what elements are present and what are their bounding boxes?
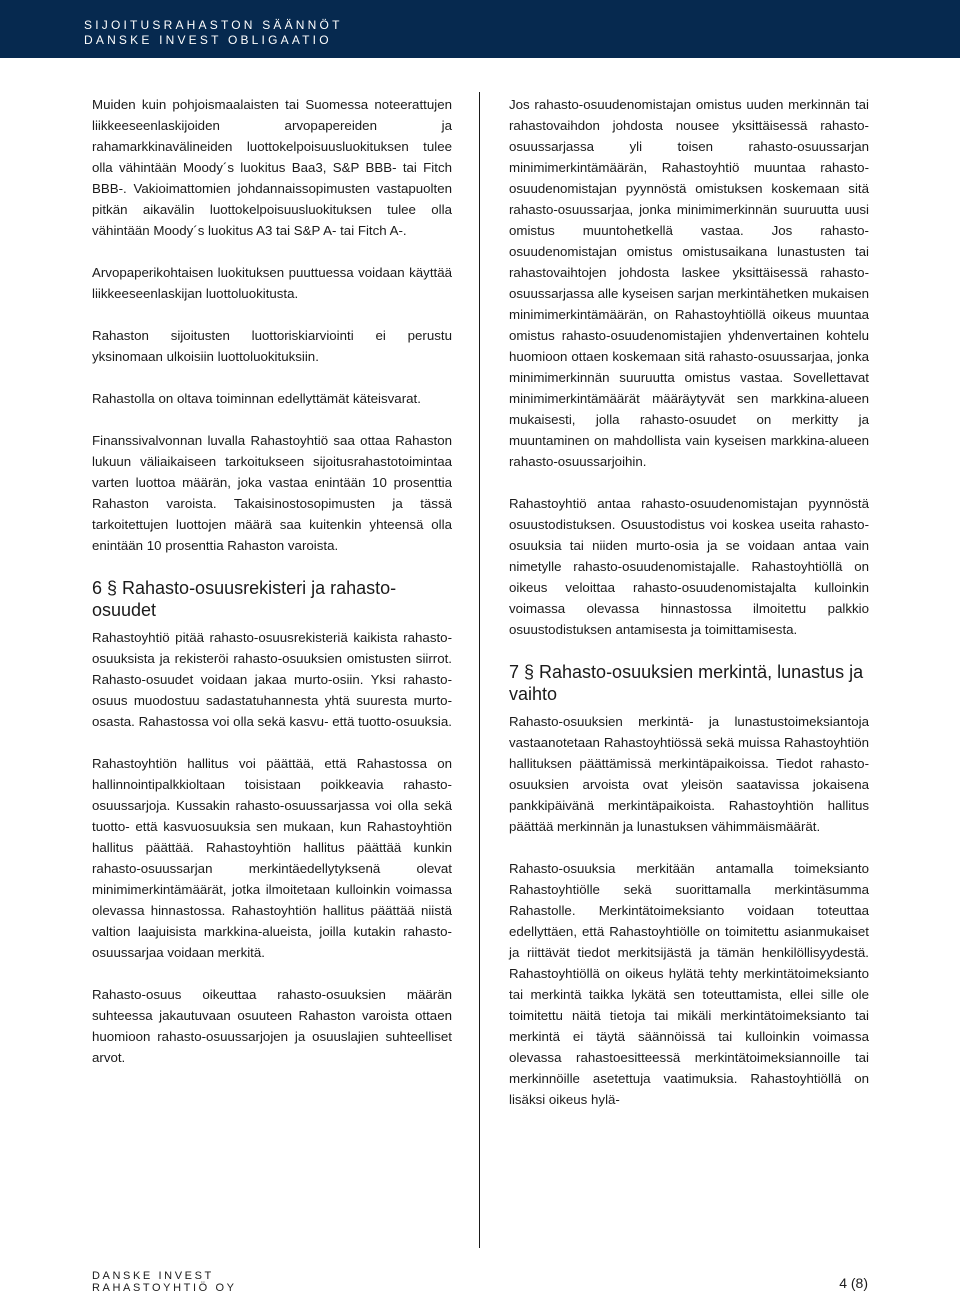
paragraph: Rahastoyhtiön hallitus voi päättää, että Rahastossa on hallinnointipalkkioltaan toisistaan poikkeavia rahasto-osuussarjoja. Kussakin rahasto-osuussarjassa voi olla sekä tuotto- että kasvuosuuksia sen mukaan, kun Rahastoyhtiön hallitus päättää. Rahastoyhtiön hallitus päättää kunkin rahasto-osuussarjan merkintäedellytyksenä olevat minimimerkintämäärät, jotka ilmoitetaan kulloinkin voimassa olevassa hinnastossa. Rahastoyhtiön hallitus päättää niistä valtion laajuisista markkina-alueista, joilla kutakin rahasto-osuussarjaa voidaan merkitä. <box>92 756 452 960</box>
paragraph: Rahasto-osuus oikeuttaa rahasto-osuuksien määrän suhteessa jakautuvaan osuuteen Rahaston varoista ottaen huomioon rahasto-osuussarjojen ja osuuslajien suhteelliset arvot. <box>92 987 452 1065</box>
footer-company <box>92 1270 237 1294</box>
paragraph: Muiden kuin pohjoismaalaisten tai Suomessa noteerattujen liikkeeseenlaskijoiden arvopapereiden ja rahamarkkinavälineiden luottokelpoisuusluokituksen tulee olla vähintään Moody´s luokitus Baa3, S&P BBB- tai Fitch BBB-. Vakioimattomien johdannaissopimusten vastapuolten pitkän aikavälin luottokelpoisuusluokituksen tulee olla vähintään Moody´s luokitus A3 tai S&P A- tai Fitch A-. <box>92 97 452 238</box>
paragraph: Jos rahasto-osuudenomistajan omistus uuden merkinnän tai rahastovaihdon johdosta nousee yksittäisessä rahasto-osuussarjassa yli toisen rahasto-osuussarjan minimimerkintämäärän, Rahastoyhtiö muuntaa rahasto-osuudenomistajan pyynnöstä omistuksen koskemaan sitä rahasto-osuussarjaa, jonka minimimerkinnän suuruutta uusi omistus muuntohetkellä vastaa. Jos rahasto-osuudenomistajan omistus omistusaikana lunastusten tai rahastovaihtojen johdosta laskee yksittäisessä rahasto-osuussarjassa alle kyseisen sarjan merkintähetken mukaisen minimimerkintämäärän, on Rahastoyhtiöllä oikeus muuntaa omistus rahasto-osuudenomistajien yhdenvertainen kohtelu huomioon ottaen koskemaan sitä rahasto-osuussarjaa, jonka minimimerkinnän suuruutta omistus vastaa. Sovellettavat minimimerkintämäärät määräytyvät sen markkina-alueen mukaisesti, jolla rahasto-osuudet on merkitty ja muuntaminen on mahdollista vain kyseisen markkina-alueen rahasto-osuussarjoihin. <box>509 97 869 469</box>
header-band <box>0 0 960 58</box>
section-heading-6: 6 § Rahasto-osuusrekisteri ja rahasto-osuudet <box>92 578 397 620</box>
section-heading-7: 7 § Rahasto-osuuksien merkintä, lunastus ja vaihto <box>509 662 864 704</box>
column-divider <box>479 92 480 1248</box>
company-line-1: DANSKE INVEST <box>92 1270 214 1282</box>
right-column <box>509 94 869 1131</box>
paragraph: Finanssivalvonnan luvalla Rahastoyhtiö saa ottaa Rahaston lukuun väliaikaiseen tarkoitukseen sijoitusrahastotoimintaa varten luottoa määrän, joka vastaa enintään 10 prosenttia Rahaston varoista. Takaisinostosopimusten ja tässä tarkoitettujen luottojen määrä saa kuitenkin yhteensä olla enintään 10 prosenttia Rahaston varoista. <box>92 433 452 553</box>
paragraph: Rahasto-osuuksien merkintä- ja lunastustoimeksiantoja vastaanotetaan Rahastoyhtiössä sekä muissa Rahastoyhtiön hallituksen päättämissä merkintäpaikoissa. Tiedot rahasto-osuuksien arvoista ovat yleisön saatavissa jokaisena pankkipäivänä merkintäpaikoista. Rahastoyhtiön hallitus päättää merkinnän ja lunastuksen vähimmäismäärät. <box>509 714 869 834</box>
page-number: 4 (8) <box>839 1275 868 1291</box>
paragraph: Rahaston sijoitusten luottoriskiarviointi ei perustu yksinomaan ulkoisiin luottoluokituksiin. <box>92 328 452 364</box>
paragraph: Arvopaperikohtaisen luokituksen puuttuessa voidaan käyttää liikkeeseenlaskijan luottoluokitusta. <box>92 265 452 301</box>
fund-name: DANSKE INVEST OBLIGAATIO <box>84 33 332 47</box>
paragraph: Rahastoyhtiö pitää rahasto-osuusrekisteriä kaikista rahasto-osuuksista ja rekisteröi rahasto-osuuksien omistusten siirrot. Rahasto-osuudet voidaan jakaa murto-osiin. Yksi rahasto-osuus muodostuu sadastatuhannesta yhtä suuresta murto-osasta. Rahastossa voi olla sekä kasvu- että tuotto-osuuksia. <box>92 630 452 729</box>
document-title: SIJOITUSRAHASTON SÄÄNNÖT <box>84 18 343 32</box>
paragraph: Rahasto-osuuksia merkitään antamalla toimeksianto Rahastoyhtiölle sekä suorittamalla merkintäsumma Rahastolle. Merkintätoimeksianto voidaan toteuttaa edellyttäen, että Rahastoyhtiölle on toimitettu asianmukaiset ja riittävät tiedot merkitsijästä ja tämän henkilöllisyydestä. Rahastoyhtiöllä on oikeus hylätä tehty merkintätoimeksianto tai merkintä taikka lykätä sen toteuttamista, ellei sille ole toimitettu näitä tietoja tai mikäli merkintätoimeksianto tai merkintä ei täytä säännöissä tai kulloinkin voimassa olevassa rahastoesitteessä merkintätoimeksiannoille tai merkinnöille asetettuja vaatimuksia. Rahastoyhtiöllä on lisäksi oikeus hylä- <box>509 861 869 1107</box>
paragraph: Rahastoyhtiö antaa rahasto-osuudenomistajan pyynnöstä osuustodistuksen. Osuustodistus voi koskea useita rahasto-osuuksia tai niiden murto-osia ja se voidaan antaa vain nimetylle rahasto-osuudenomistajalle. Rahastoyhtiöllä on oikeus veloittaa rahasto-osuudenomistajalta kulloinkin voimassa olevassa hinnastossa ilmoitettu palkkio osuustodistuksen antamisesta ja toimittamisesta. <box>509 496 869 637</box>
left-column <box>92 94 452 1089</box>
paragraph: Rahastolla on oltava toiminnan edellyttämät käteisvarat. <box>92 391 421 406</box>
company-line-2: RAHASTOYHTIÖ OY <box>92 1282 237 1294</box>
